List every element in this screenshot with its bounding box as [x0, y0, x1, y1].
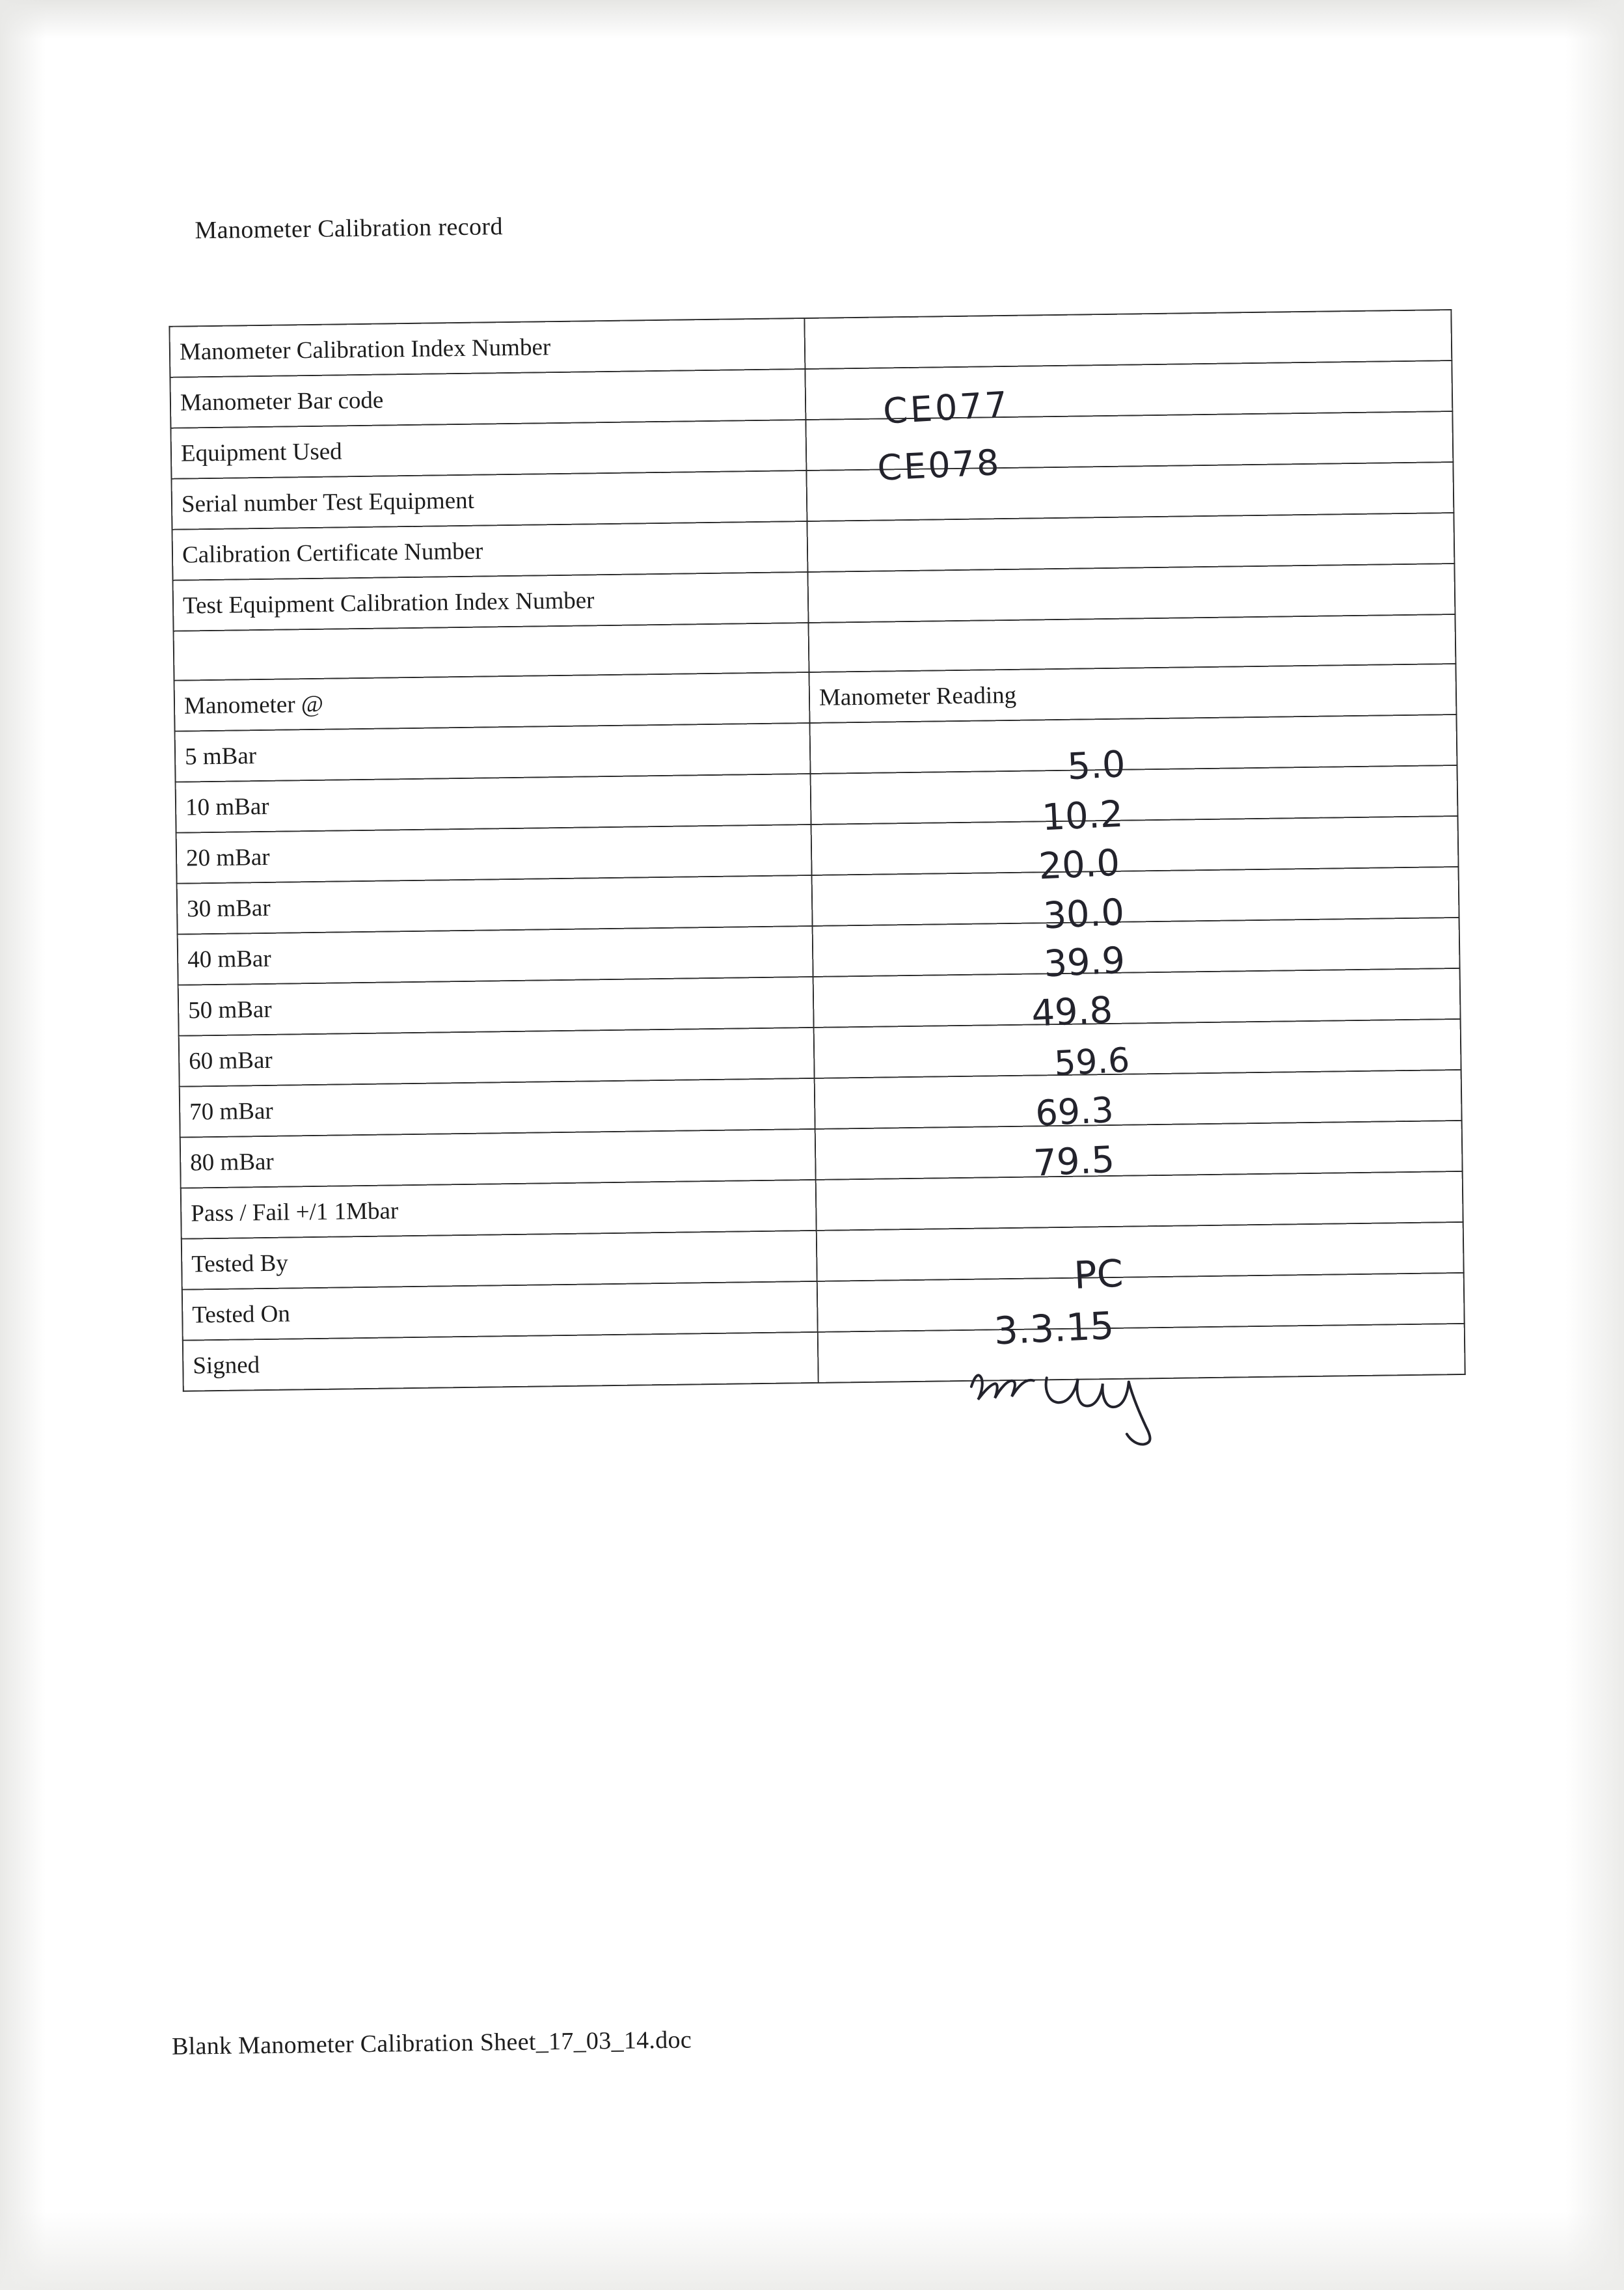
- row-label-calibration-index-number: Manometer Calibration Index Number: [169, 318, 805, 377]
- handwritten-reading-60-mbar: 59.6: [1053, 1041, 1131, 1084]
- row-value-20-mbar: [811, 816, 1459, 875]
- column-header-manometer-reading: Manometer Reading: [809, 664, 1456, 723]
- row-label-50-mbar: 50 mBar: [178, 977, 814, 1036]
- handwritten-reading-70-mbar: 69.3: [1034, 1089, 1115, 1134]
- row-value-60-mbar: [814, 1019, 1461, 1078]
- calibration-table-wrapper: [169, 309, 1444, 1391]
- row-label-test-equipment-calibration-index-number: Test Equipment Calibration Index Number: [173, 572, 809, 631]
- handwritten-reading-20-mbar: 20.0: [1037, 841, 1121, 888]
- handwritten-manometer-bar-code: CE077: [882, 383, 1011, 432]
- row-value-5-mbar: [810, 715, 1457, 774]
- handwritten-reading-40-mbar: 39.9: [1042, 939, 1126, 986]
- row-value-pass-fail: [816, 1171, 1463, 1231]
- row-value-blank: [808, 614, 1455, 672]
- column-header-manometer-at: Manometer @: [174, 672, 810, 731]
- page-title: Manometer Calibration record: [195, 213, 504, 245]
- row-label-blank: [174, 623, 809, 681]
- row-label-40-mbar: 40 mBar: [178, 926, 813, 985]
- handwritten-reading-50-mbar: 49.8: [1030, 988, 1114, 1035]
- row-value-tested-on: [817, 1273, 1465, 1332]
- row-value-manometer-bar-code: [805, 361, 1452, 420]
- row-value-signed: [818, 1324, 1465, 1383]
- document-footer-filename: Blank Manometer Calibration Sheet_17_03_14.doc: [171, 2026, 692, 2060]
- row-label-80-mbar: 80 mBar: [180, 1129, 816, 1188]
- row-value-10-mbar: [811, 765, 1458, 825]
- row-label-serial-number-test-equipment: Serial number Test Equipment: [172, 470, 807, 530]
- handwritten-reading-30-mbar: 30.0: [1042, 891, 1126, 938]
- row-label-70-mbar: 70 mBar: [180, 1078, 815, 1138]
- row-value-80-mbar: [815, 1121, 1463, 1180]
- row-value-calibration-certificate-number: [807, 513, 1454, 572]
- row-label-tested-by: Tested By: [182, 1231, 817, 1290]
- row-label-60-mbar: 60 mBar: [179, 1028, 815, 1087]
- row-label-pass-fail: Pass / Fail +/1 1Mbar: [181, 1180, 817, 1239]
- row-value-40-mbar: [813, 918, 1460, 977]
- handwritten-tested-on: 3.3.15: [993, 1303, 1115, 1354]
- row-label-tested-on: Tested On: [182, 1281, 818, 1341]
- row-label-calibration-certificate-number: Calibration Certificate Number: [172, 521, 808, 580]
- handwritten-equipment-used: CE078: [876, 441, 1002, 489]
- handwritten-tested-by: PC: [1073, 1251, 1124, 1298]
- row-label-equipment-used: Equipment Used: [170, 420, 806, 479]
- handwritten-reading-5-mbar: 5.0: [1066, 743, 1126, 789]
- handwritten-reading-80-mbar: 79.5: [1032, 1138, 1116, 1185]
- row-value-calibration-index-number: [804, 310, 1452, 369]
- row-value-equipment-used: [805, 411, 1453, 470]
- row-label-signed: Signed: [183, 1332, 819, 1391]
- row-value-30-mbar: [812, 867, 1459, 926]
- row-label-20-mbar: 20 mBar: [176, 825, 812, 884]
- row-label-manometer-bar-code: Manometer Bar code: [170, 369, 805, 428]
- calibration-table: [169, 309, 1465, 1392]
- row-value-serial-number-test-equipment: [806, 462, 1454, 521]
- row-value-tested-by: [817, 1222, 1464, 1281]
- row-label-10-mbar: 10 mBar: [176, 774, 811, 833]
- row-label-30-mbar: 30 mBar: [177, 875, 813, 934]
- row-label-5-mbar: 5 mBar: [175, 723, 811, 782]
- row-value-50-mbar: [813, 968, 1461, 1028]
- row-value-test-equipment-calibration-index-number: [807, 564, 1455, 623]
- handwritten-reading-10-mbar: 10.2: [1040, 793, 1124, 839]
- row-value-70-mbar: [815, 1070, 1462, 1129]
